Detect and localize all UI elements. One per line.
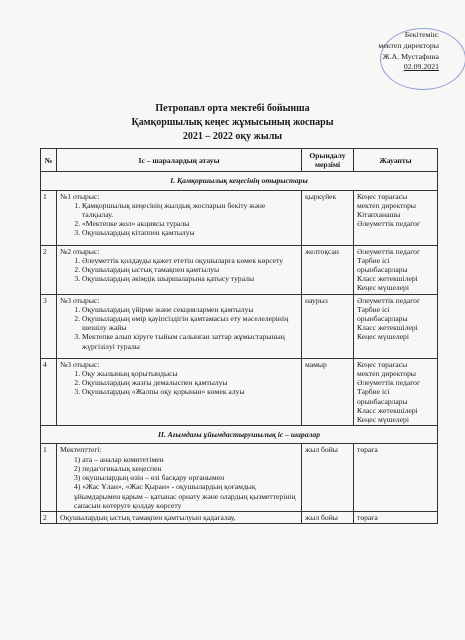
approval-line2: мектеп директоры xyxy=(378,40,439,50)
activity-list xyxy=(60,201,298,238)
activity-list xyxy=(60,455,298,510)
row-heading: №1 отырыс: xyxy=(60,191,100,201)
approval-date: 02.09.2021 xyxy=(403,62,439,72)
list-item: 2. Оқушылардың жазғы демалыспен қамтылуы xyxy=(82,378,298,387)
responsible-person: Әлеуметтік педагог xyxy=(357,378,421,388)
list-item: 3. Мектепке алып кіруге тыйым салынған заттар жұмыстарының жүргізілуі туралы xyxy=(82,332,298,350)
activity-list xyxy=(60,369,298,397)
row-term: мамыр xyxy=(302,358,354,425)
header-term: Орындалу мерзімі xyxy=(302,149,354,172)
row-activity xyxy=(57,245,302,294)
activity-list xyxy=(60,256,298,284)
responsible-person: Кеңес мүшелері xyxy=(357,332,409,342)
row-number: 2 xyxy=(41,245,57,294)
list-item: 2) педагогикалық кеңеспен xyxy=(74,463,162,473)
row-heading: Мектепттегі: xyxy=(60,445,102,455)
row-responsible xyxy=(354,444,438,511)
title-line1: Петропавл орта мектебі бойынша xyxy=(155,103,310,114)
approval-line1: Бекітемін: xyxy=(404,30,439,39)
table-row xyxy=(41,294,438,358)
list-item: 1. Оқушылардың үйірме және секциялармен қамтылуы xyxy=(82,305,298,314)
row-term: наурыз xyxy=(302,294,354,358)
responsible-person: Кітапханашы xyxy=(357,210,401,220)
row-spacer xyxy=(60,397,298,403)
row-responsible xyxy=(354,358,438,425)
list-item: 2. Оқушылардың өмір қауіпсіздігін қамтамасыз ету мәселелерінің шешілу жайы xyxy=(82,314,298,332)
table-row xyxy=(41,245,438,294)
list-item: 1. Әлеуметтік қолдауды қажет ететін оқушыларға көмек көрсету xyxy=(82,256,298,265)
responsible-person: Кеңес мүшелері xyxy=(357,415,409,425)
row-spacer xyxy=(60,351,298,357)
row-activity xyxy=(57,190,302,245)
row-heading: Оқушылардың ыстық тамақпен қамтылуын қадағалау, xyxy=(60,512,236,522)
list-item: 1. Оқу жылының қорытындысы xyxy=(82,369,298,378)
responsible-person: Класс жетекшілері xyxy=(357,405,418,415)
responsible-person: Тәрбие ісі орынбасарлары xyxy=(357,304,408,324)
title-line2: Қамқоршылық кеңес жұмысының жоспары xyxy=(131,117,334,128)
row-number: 1 xyxy=(41,444,57,511)
header-responsible: Жауапты xyxy=(354,149,438,172)
table-row xyxy=(41,190,438,245)
list-item: 3) оқушылардың өзін – өзі басқару органымен xyxy=(74,473,225,483)
section-title: II. Ағымдағы ұйымдастырушылық іс – шаралар xyxy=(41,426,438,444)
row-number: 4 xyxy=(41,358,57,425)
responsible-person: мектеп директоры xyxy=(357,369,417,379)
responsible-person: Кеңес мүшелері xyxy=(357,283,409,293)
row-heading: №2 отырыс: xyxy=(60,246,100,256)
section-row xyxy=(41,172,438,190)
row-responsible xyxy=(354,294,438,358)
row-term: жыл бойы xyxy=(302,511,354,523)
header-activity: Іс – шаралардың атауы xyxy=(57,149,302,172)
responsible-person: мектеп директоры xyxy=(357,200,417,210)
header-number: № xyxy=(41,149,57,172)
plan-table xyxy=(40,148,438,524)
row-heading: №3 отырыс: xyxy=(60,295,100,305)
responsible-person: төраға xyxy=(357,512,378,522)
responsible-person: төраға xyxy=(357,445,378,455)
list-item: 2. Оқушылардың ыстық тамақпен қамтылуы xyxy=(82,265,298,274)
row-heading: №3 отырыс: xyxy=(60,359,100,369)
responsible-person: Әлеуметтік педагог xyxy=(357,246,421,256)
table-header-row xyxy=(41,149,438,172)
list-item: 3. Оқушылардың әкімдік шыршаларына қатысу туралы xyxy=(82,274,298,283)
approval-line3: Ж.А. Мустафина xyxy=(382,51,439,61)
row-activity xyxy=(57,511,302,523)
list-item: 4) «Жас Ұлан», «Жас Қыран» - оқушылардың қоғамдық ұйымдарымен қарым – қатынас орнату және олардың қызметтерінің сапасын көтеруге қолдау көрсету xyxy=(74,482,296,510)
row-responsible xyxy=(354,511,438,523)
list-item: 3. Оқушылардың кітаппен қамтылуы xyxy=(82,228,298,237)
row-activity xyxy=(57,358,302,425)
row-spacer xyxy=(60,238,298,244)
row-number: 2 xyxy=(41,511,57,523)
row-term: жыл бойы xyxy=(302,444,354,511)
section-row xyxy=(41,426,438,444)
row-term: қыркүйек xyxy=(302,190,354,245)
responsible-person: Класс жетекшілері xyxy=(357,274,418,284)
responsible-person: Класс жетекшілері xyxy=(357,323,418,333)
activity-list xyxy=(60,305,298,351)
row-responsible xyxy=(354,245,438,294)
row-term: желтоқсан xyxy=(302,245,354,294)
responsible-person: Әлеуметтік педагог xyxy=(357,219,421,229)
row-number: 3 xyxy=(41,294,57,358)
row-number: 1 xyxy=(41,190,57,245)
row-spacer xyxy=(60,283,298,289)
row-activity xyxy=(57,294,302,358)
responsible-person: Кеңес төрағасы xyxy=(357,359,408,369)
responsible-person: Тәрбие ісі орынбасарлары xyxy=(357,255,408,275)
table-row xyxy=(41,444,438,511)
list-item: 2. «Мектепке жол» акциясы туралы xyxy=(82,219,298,228)
responsible-person: Әлеуметтік педагог xyxy=(357,295,421,305)
list-item: 1. Қамқоршылық кеңесінің жылдық жоспарын бекіту және талқылау. xyxy=(82,201,298,219)
list-item: 3. Оқушылардың «Жалпы оқу қорынан» көмек алуы xyxy=(82,387,298,396)
row-responsible xyxy=(354,190,438,245)
table-row xyxy=(41,358,438,425)
table-row xyxy=(41,511,438,523)
approval-block xyxy=(378,30,439,73)
responsible-person: Тәрбие ісі орынбасарлары xyxy=(357,387,408,406)
responsible-person: Кеңес төрағасы xyxy=(357,191,408,201)
list-item: 1) ата – аналар комитетімен xyxy=(74,454,164,464)
title-line3: 2021 – 2022 оқу жылы xyxy=(182,131,283,142)
row-activity xyxy=(57,444,302,511)
section-title: I. Қамқоршылық кеңесінің отырыстары xyxy=(41,172,438,190)
